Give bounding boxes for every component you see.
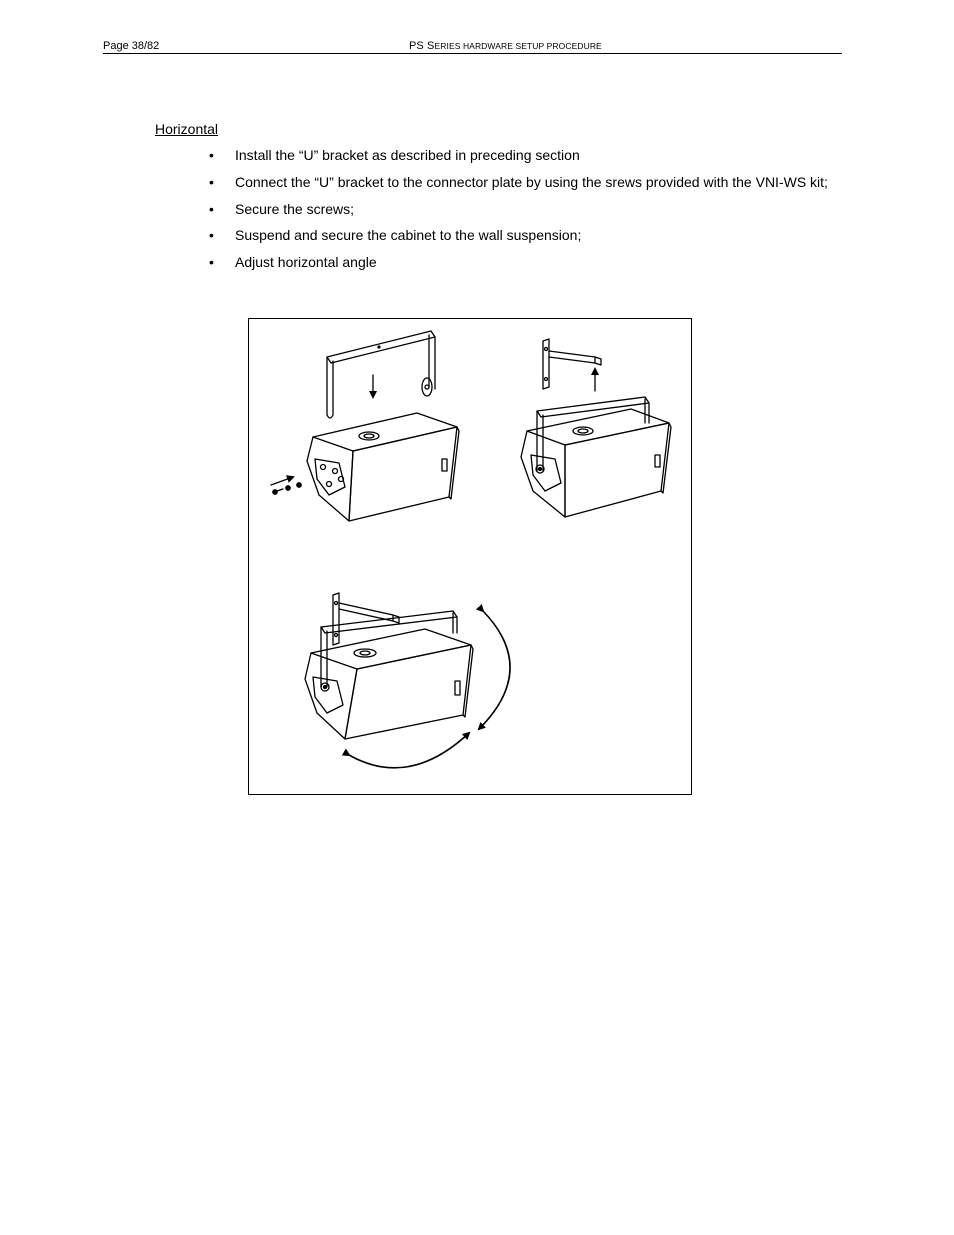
page-header xyxy=(103,40,842,54)
step-text: Connect the “U” bracket to the connector plate by using the srews provided with the VNI-WS kit; xyxy=(235,174,828,190)
speaker-with-bracket-icon xyxy=(521,397,671,517)
bullet-icon: • xyxy=(209,174,214,190)
step-text: Adjust horizontal angle xyxy=(235,254,377,270)
bullet-icon: • xyxy=(209,147,214,163)
tilt-arrow-icon xyxy=(479,611,510,729)
wall-bracket-icon xyxy=(543,339,601,389)
speaker-cabinet-icon xyxy=(307,413,459,521)
step-text: Install the “U” bracket as described in preceding section xyxy=(235,147,580,163)
mounted-speaker-icon xyxy=(305,593,473,739)
bullet-icon: • xyxy=(209,227,214,243)
step-text: Suspend and secure the cabinet to the wall suspension; xyxy=(235,227,582,243)
installation-diagram xyxy=(248,318,692,795)
pan-arrow-icon xyxy=(349,733,469,768)
step-text: Secure the screws; xyxy=(235,201,355,217)
screw-icon xyxy=(273,483,301,494)
bullet-icon: • xyxy=(209,201,214,217)
document-title: PS SERIES HARDWARE SETUP PROCEDURE xyxy=(409,40,602,52)
section-heading: Horizontal xyxy=(155,121,219,137)
page-number: Page 38/82 xyxy=(103,40,160,52)
insert-arrow-icon xyxy=(271,477,293,485)
installation-illustration xyxy=(249,319,693,796)
bullet-icon: • xyxy=(209,254,214,270)
u-bracket-icon xyxy=(327,331,435,418)
